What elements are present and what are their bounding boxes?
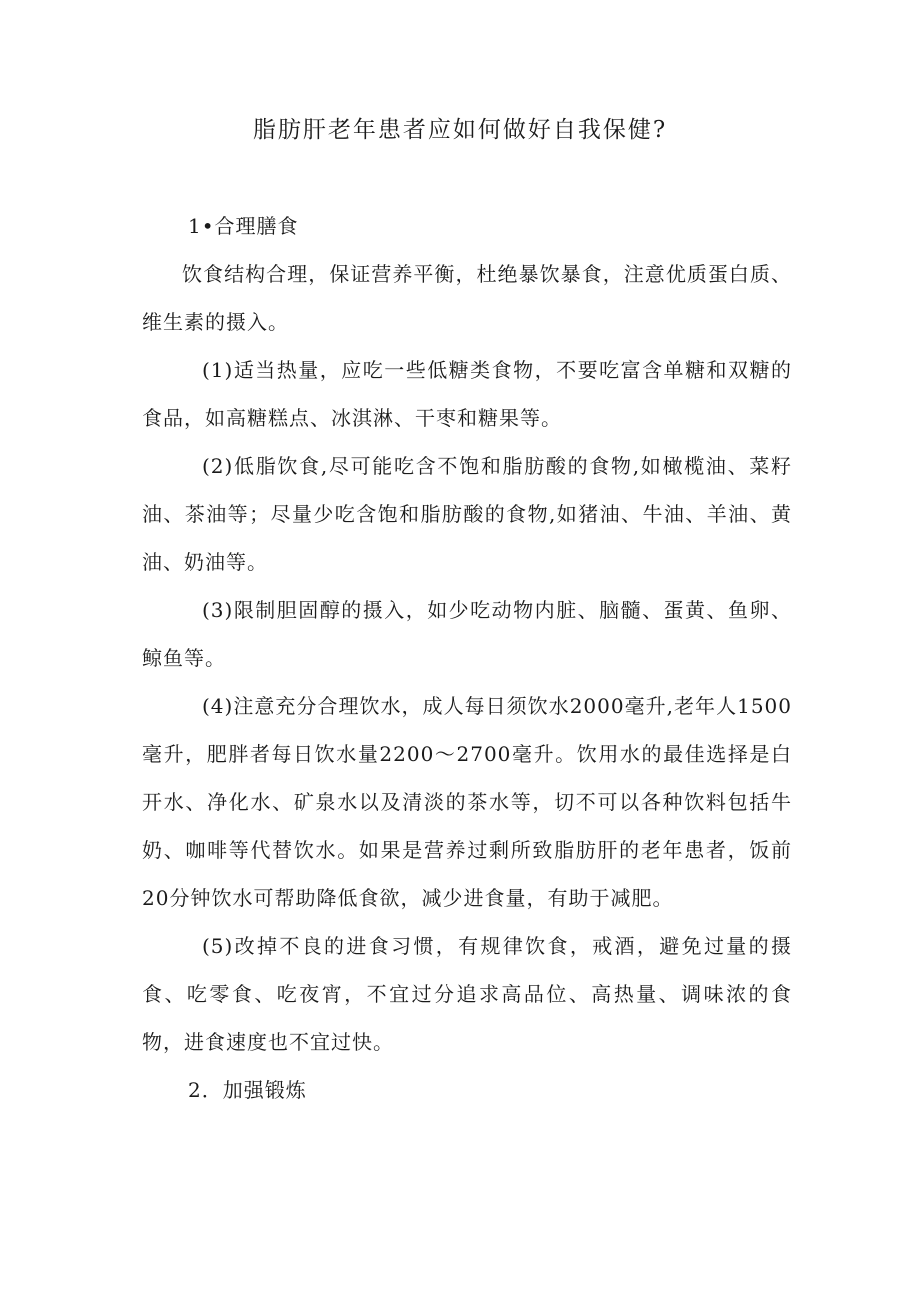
document-body <box>142 202 792 1114</box>
page-title: 脂肪肝老年患者应如何做好自我保健? <box>252 117 668 143</box>
list-item-calories: (1)适当热量，应吃一些低糖类食物，不要吃富含单糖和双糖的食品，如高糖糕点、冰淇淋、干枣和糖果等。 <box>142 358 792 430</box>
list-item-low-fat: (2)低脂饮食,尽可能吃含不饱和脂肪酸的食物,如橄榄油、菜籽油、茶油等；尽量少吃含饱和脂肪酸的食物,如猪油、牛油、羊油、黄油、奶油等。 <box>142 454 792 574</box>
list-item-eating-habits: (5)改掉不良的进食习惯，有规律饮食，戒酒，避免过量的摄食、吃零食、吃夜宵，不宜过分追求高品位、高热量、调味浓的食物，进食速度也不宜过快。 <box>142 934 792 1054</box>
section-intro-paragraph: 饮食结构合理，保证营养平衡，杜绝暴饮暴食，注意优质蛋白质、维生素的摄入。 <box>142 262 792 334</box>
section-heading-exercise: 2．加强锻炼 <box>188 1078 307 1102</box>
section-heading-diet: 1•合理膳食 <box>188 214 299 238</box>
list-item-water: (4)注意充分合理饮水，成人每日须饮水2000毫升,老年人1500毫升，肥胖者每日饮水量2200～2700毫升。饮用水的最佳选择是白开水、净化水、矿泉水以及清淡的茶水等，切不可以各种饮料包括牛奶、咖啡等代替饮水。如果是营养过剩所致脂肪肝的老年患者，饭前20分钟饮水可帮助降低食欲，减少进食量，有助于减肥。 <box>142 694 792 910</box>
list-item-cholesterol: (3)限制胆固醇的摄入，如少吃动物内脏、脑髓、蛋黄、鱼卵、鲸鱼等。 <box>142 598 792 670</box>
